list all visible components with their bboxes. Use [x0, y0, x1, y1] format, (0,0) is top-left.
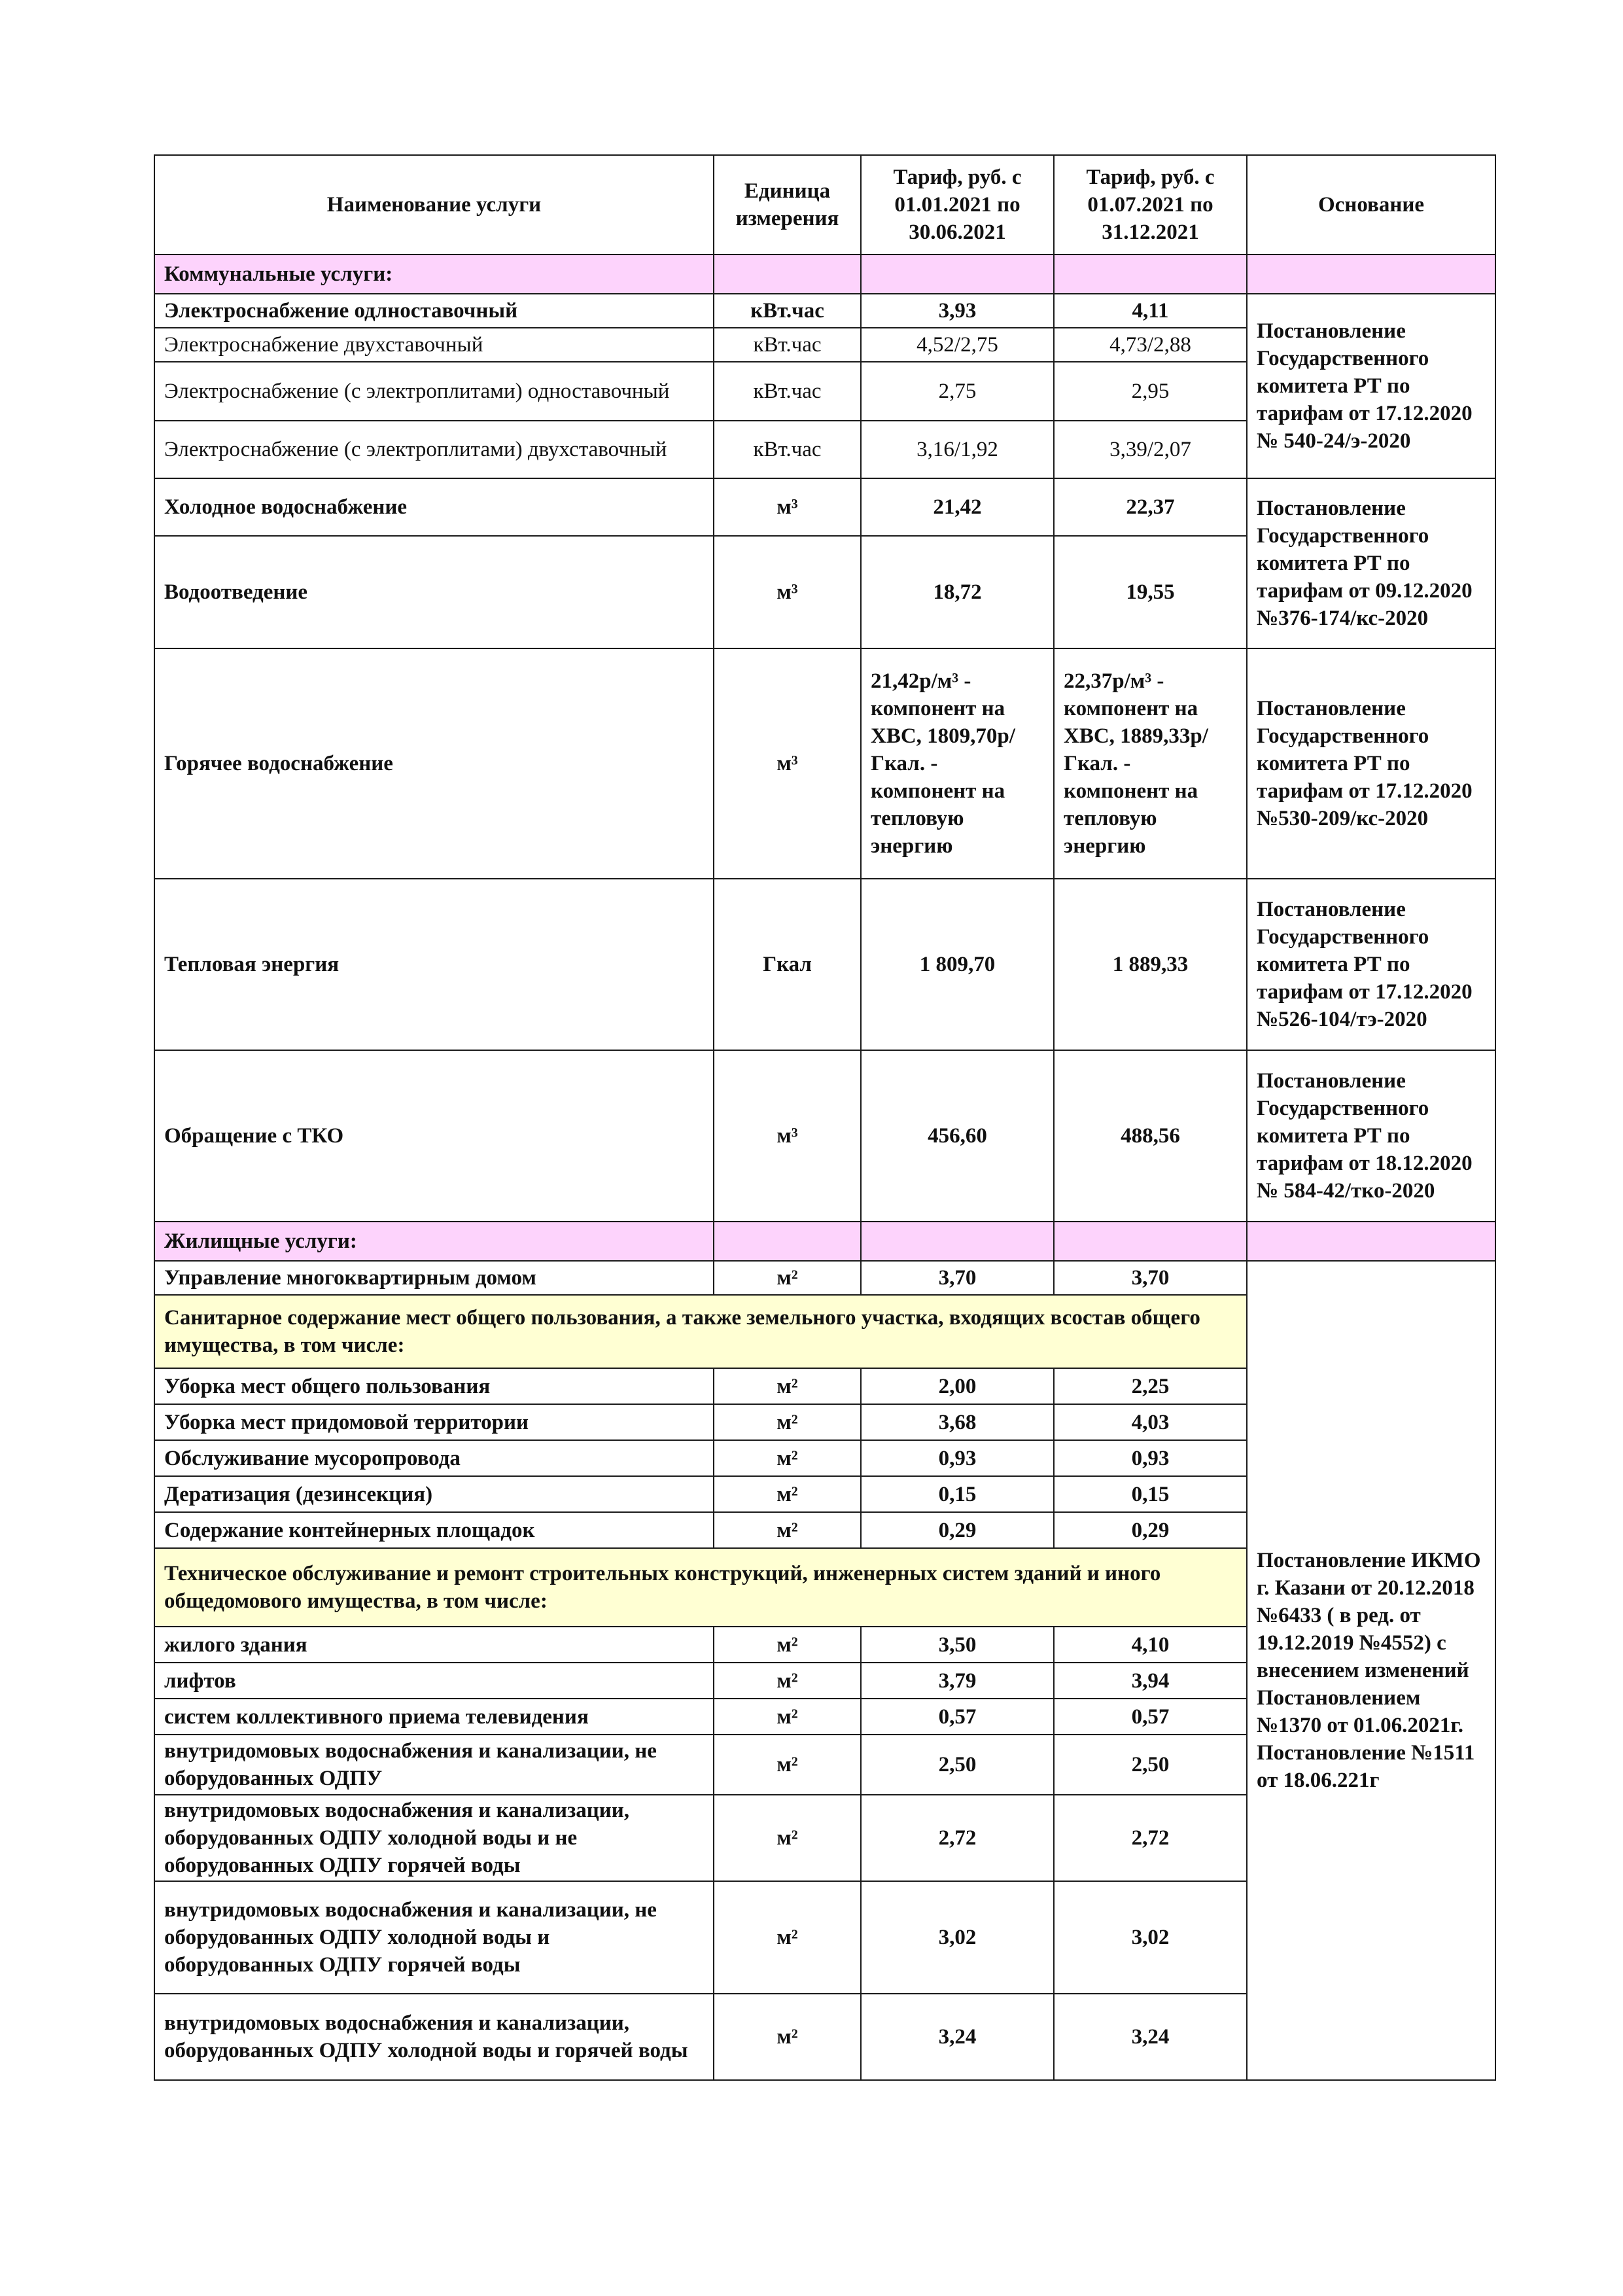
tariff-h2: 2,25 [1054, 1368, 1247, 1404]
tariff-h2: 2,95 [1054, 362, 1247, 421]
service-name: внутридомовых водоснабжения и канализации, оборудованных ОДПУ холодной воды и горячей воды [154, 1994, 714, 2080]
tariff-h1: 2,00 [861, 1368, 1054, 1404]
tariff-h1: 21,42 [861, 478, 1054, 536]
service-unit: м² [714, 1699, 861, 1735]
service-unit: Гкал [714, 879, 861, 1050]
tariff-h1: 3,50 [861, 1627, 1054, 1663]
service-name: жилого здания [154, 1627, 714, 1663]
tariff-h1: 3,02 [861, 1881, 1054, 1994]
header-tariff-h2: Тариф, руб. с 01.07.2021 по 31.12.2021 [1054, 155, 1247, 255]
service-unit: м³ [714, 1050, 861, 1222]
service-unit: м² [714, 1795, 861, 1881]
basis-tko: Постановление Государственного комитета РТ по тарифам от 18.12.2020 № 584-42/тко-2020 [1247, 1050, 1495, 1222]
tariff-h2: 2,50 [1054, 1735, 1247, 1795]
tariff-h1: 3,24 [861, 1994, 1054, 2080]
tariff-h1: 456,60 [861, 1050, 1054, 1222]
tariff-h2: 2,72 [1054, 1795, 1247, 1881]
subheading-title: Техническое обслуживание и ремонт строительных конструкций, инженерных систем зданий и иного общедомового имущества, в том числе: [154, 1548, 1247, 1627]
header-unit: Единица измерения [714, 155, 861, 255]
service-name: Водоотведение [154, 536, 714, 648]
tariff-h1: 3,68 [861, 1404, 1054, 1440]
tariff-h2: 3,02 [1054, 1881, 1247, 1994]
tariff-h1: 0,93 [861, 1440, 1054, 1476]
tariff-h2: 0,29 [1054, 1512, 1247, 1548]
service-name: Электроснабжение одлноставочный [154, 294, 714, 328]
service-unit: м² [714, 1512, 861, 1548]
tariff-h1: 18,72 [861, 536, 1054, 648]
service-name: Тепловая энергия [154, 879, 714, 1050]
tariff-h1: 0,57 [861, 1699, 1054, 1735]
service-name: Содержание контейнерных площадок [154, 1512, 714, 1548]
section-row-housing [154, 1222, 1495, 1261]
service-unit: м² [714, 1404, 861, 1440]
service-unit: м² [714, 1627, 861, 1663]
service-name: внутридомовых водоснабжения и канализации, оборудованных ОДПУ холодной воды и не оборудованных ОДПУ горячей воды [154, 1795, 714, 1881]
tariff-h1: 3,79 [861, 1663, 1054, 1699]
section-title: Жилищные услуги: [154, 1222, 714, 1261]
header-basis: Основание [1247, 155, 1495, 255]
tariff-h1: 21,42р/м³ - компонент на ХВС, 1809,70р/Гкал. - компонент на тепловую энергию [861, 648, 1054, 879]
service-unit: м² [714, 1663, 861, 1699]
service-unit: кВт.час [714, 294, 861, 328]
service-name: внутридомовых водоснабжения и канализации, не оборудованных ОДПУ холодной воды и оборудованных ОДПУ горячей воды [154, 1881, 714, 1994]
service-name: Электроснабжение (с электроплитами) одноставочный [154, 362, 714, 421]
service-name: Уборка мест придомовой территории [154, 1404, 714, 1440]
tariff-h2: 0,15 [1054, 1476, 1247, 1512]
tariff-h1: 3,70 [861, 1261, 1054, 1295]
subheading-title: Санитарное содержание мест общего пользования, а также земельного участка, входящих всостав общего имущества, в том числе: [154, 1295, 1247, 1368]
tariff-h2: 3,24 [1054, 1994, 1247, 2080]
service-unit: м² [714, 1735, 861, 1795]
header-service: Наименование услуги [154, 155, 714, 255]
tariff-h2: 19,55 [1054, 536, 1247, 648]
service-name: Горячее водоснабжение [154, 648, 714, 879]
service-unit: м³ [714, 536, 861, 648]
tariff-h1: 2,72 [861, 1795, 1054, 1881]
service-name: Электроснабжение двухставочный [154, 328, 714, 362]
service-name: систем коллективного приема телевидения [154, 1699, 714, 1735]
tariff-h2: 3,39/2,07 [1054, 421, 1247, 478]
service-name: Дератизация (дезинсекция) [154, 1476, 714, 1512]
service-unit: м² [714, 1994, 861, 2080]
service-unit: кВт.час [714, 328, 861, 362]
header-tariff-h1: Тариф, руб. с 01.01.2021 по 30.06.2021 [861, 155, 1054, 255]
tariff-h2: 1 889,33 [1054, 879, 1247, 1050]
tariff-h1: 0,15 [861, 1476, 1054, 1512]
table-row [154, 1050, 1495, 1222]
tariff-h2: 4,03 [1054, 1404, 1247, 1440]
tariff-h1: 2,75 [861, 362, 1054, 421]
basis-housing: Постановление ИКМО г. Казани от 20.12.2018 №6433 ( в ред. от 19.12.2019 №4552) с внесением изменений Постановлением №1370 от 01.06.2021г. Постановление №1511 от 18.06.221г [1247, 1261, 1495, 2080]
tariff-h1: 3,16/1,92 [861, 421, 1054, 478]
service-unit: м² [714, 1881, 861, 1994]
service-name: Обращение с ТКО [154, 1050, 714, 1222]
tariff-h2: 3,94 [1054, 1663, 1247, 1699]
service-name: Управление многоквартирным домом [154, 1261, 714, 1295]
table-row [154, 879, 1495, 1050]
tariff-h2: 0,93 [1054, 1440, 1247, 1476]
service-name: Электроснабжение (с электроплитами) двухставочный [154, 421, 714, 478]
tariff-h2: 488,56 [1054, 1050, 1247, 1222]
table-header-row [154, 155, 1495, 255]
service-unit: м³ [714, 648, 861, 879]
table-row [154, 648, 1495, 879]
tariff-table [154, 154, 1496, 2081]
tariff-document [154, 154, 1495, 2081]
table-row [154, 294, 1495, 328]
tariff-h1: 2,50 [861, 1735, 1054, 1795]
service-unit: кВт.час [714, 362, 861, 421]
tariff-h2: 3,70 [1054, 1261, 1247, 1295]
service-name: Обслуживание мусоропровода [154, 1440, 714, 1476]
table-row [154, 1261, 1495, 1295]
service-unit: м³ [714, 478, 861, 536]
basis-electricity: Постановление Государственного комитета РТ по тарифам от 17.12.2020 № 540-24/э-2020 [1247, 294, 1495, 478]
service-name: лифтов [154, 1663, 714, 1699]
tariff-h2: 4,10 [1054, 1627, 1247, 1663]
service-unit: м² [714, 1261, 861, 1295]
service-unit: м² [714, 1368, 861, 1404]
service-name: Холодное водоснабжение [154, 478, 714, 536]
service-name: внутридомовых водоснабжения и канализации, не оборудованных ОДПУ [154, 1735, 714, 1795]
service-name: Уборка мест общего пользования [154, 1368, 714, 1404]
section-row-communal [154, 255, 1495, 294]
tariff-h1: 0,29 [861, 1512, 1054, 1548]
tariff-h2: 0,57 [1054, 1699, 1247, 1735]
service-unit: м² [714, 1440, 861, 1476]
tariff-h2: 4,11 [1054, 294, 1247, 328]
basis-water: Постановление Государственного комитета РТ по тарифам от 09.12.2020 №376-174/кс-2020 [1247, 478, 1495, 648]
table-row [154, 478, 1495, 536]
basis-hot-water: Постановление Государственного комитета РТ по тарифам от 17.12.2020 №530-209/кс-2020 [1247, 648, 1495, 879]
basis-heat: Постановление Государственного комитета РТ по тарифам от 17.12.2020 №526-104/тэ-2020 [1247, 879, 1495, 1050]
tariff-h1: 4,52/2,75 [861, 328, 1054, 362]
tariff-h2: 22,37 [1054, 478, 1247, 536]
service-unit: м² [714, 1476, 861, 1512]
tariff-h2: 4,73/2,88 [1054, 328, 1247, 362]
tariff-h1: 1 809,70 [861, 879, 1054, 1050]
tariff-h1: 3,93 [861, 294, 1054, 328]
tariff-h2: 22,37р/м³ - компонент на ХВС, 1889,33р/Гкал. - компонент на тепловую энергию [1054, 648, 1247, 879]
section-title: Коммунальные услуги: [154, 255, 714, 294]
service-unit: кВт.час [714, 421, 861, 478]
